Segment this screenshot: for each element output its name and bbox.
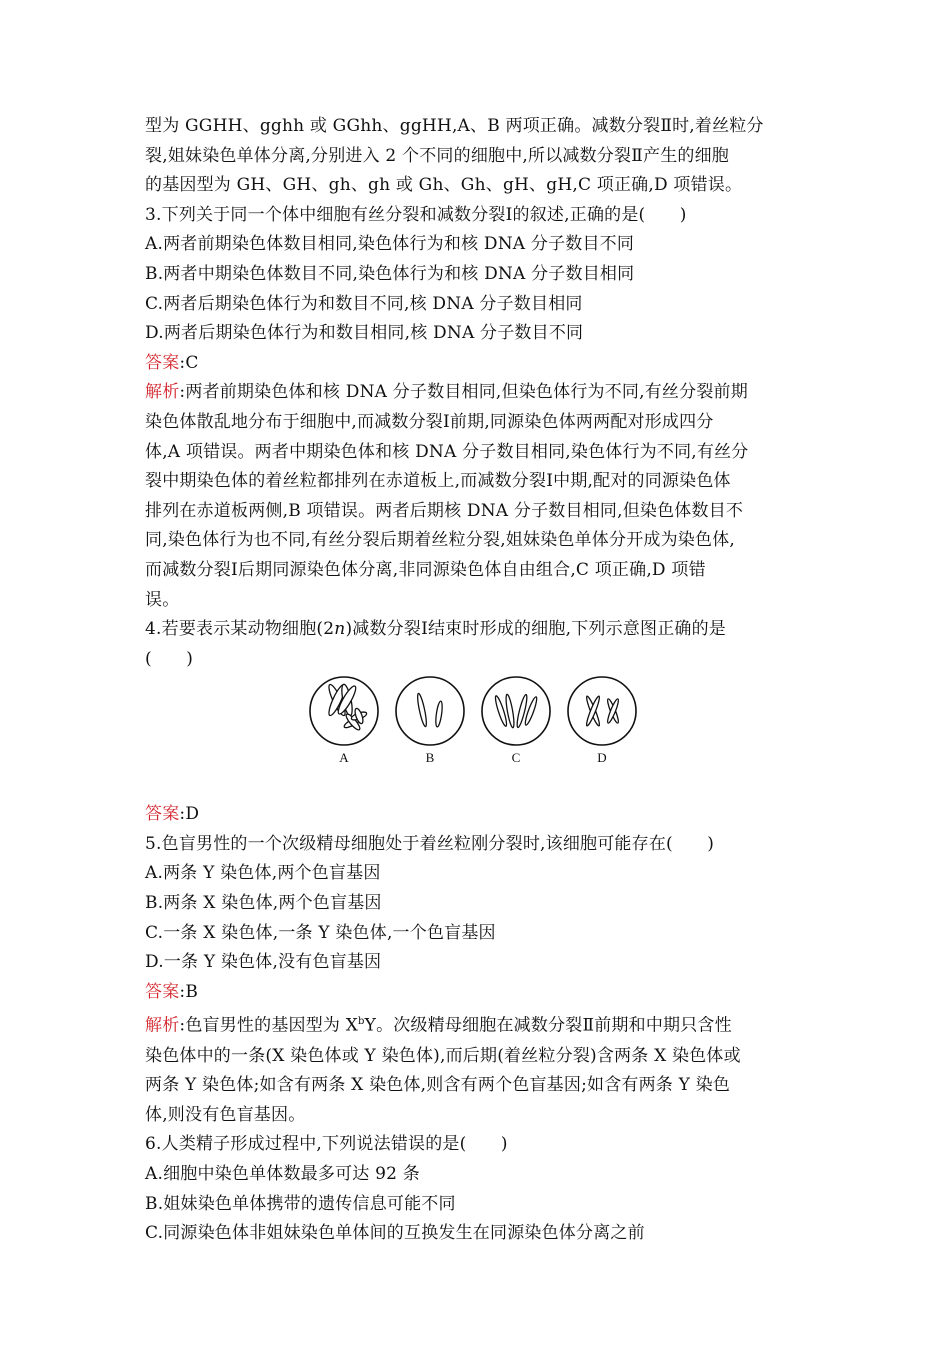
question-5-option-b: B.两条 X 染色体,两个色盲基因 — [145, 893, 382, 914]
question-6-option-c: C.同源染色体非姐妹染色单体间的互换发生在同源染色体分离之前 — [145, 1223, 645, 1244]
question-5-option-d: D.一条 Y 染色体,没有色盲基因 — [145, 952, 382, 973]
explanation-line: 两条 Y 染色体;如含有两条 X 染色体,则含有两个色盲基因;如含有两条 Y 染色 — [145, 1075, 731, 1096]
explanation-line: 而减数分裂Ⅰ后期同源染色体分离,非同源染色体自由组合,C 项正确,D 项错 — [145, 559, 706, 580]
cell-diagram-a — [303, 674, 385, 766]
explanation-text: :两者前期染色体和核 DNA 分子数目相同,但染色体行为不同,有丝分裂前期 — [179, 382, 748, 403]
explanation-label: 解析 — [145, 382, 180, 403]
stem-part: 4.若要表示某动物细胞(2 — [145, 619, 335, 640]
question-3-option-a: A.两者前期染色体数目相同,染色体行为和核 DNA 分子数目不同 — [145, 234, 635, 255]
cell-diagrams — [303, 674, 825, 800]
stem-italic-n: n — [334, 619, 346, 640]
text-line: 型为 GGHH、gghh 或 GGhh、ggHH,A、B 两项正确。减数分裂Ⅱ时,着丝粒分 — [145, 116, 764, 136]
answer-label: 答案 — [145, 352, 180, 373]
question-5-option-a: A.两条 Y 染色体,两个色盲基因 — [145, 863, 381, 884]
cell-d-drawing — [565, 674, 639, 748]
question-6-stem: 6.人类精子形成过程中,下列说法错误的是( ) — [145, 1134, 508, 1155]
cell-diagram-c — [475, 674, 557, 766]
cell-diagram-b — [389, 674, 471, 766]
answer-label: 答案 — [145, 981, 180, 1002]
figure-label: A — [339, 750, 349, 766]
page-content — [145, 112, 825, 1249]
question-3-option-b: B.两者中期染色体数目不同,染色体行为和核 DNA 分子数目相同 — [145, 263, 635, 284]
figure-label: C — [511, 750, 521, 766]
explanation-line: 同,染色体行为也不同,有丝分裂后期着丝粒分裂,姐妹染色单体分开成为染色体, — [145, 530, 736, 551]
cell-a-drawing — [307, 674, 381, 748]
explanation-text: :色盲男性的基因型为 X — [179, 1016, 359, 1037]
text-line: 裂,姐妹染色单体分离,分别进入 2 个不同的细胞中,所以减数分裂Ⅱ产生的细胞 — [145, 145, 729, 166]
question-5-option-c: C.一条 X 染色体,一条 Y 染色体,一个色盲基因 — [145, 922, 496, 943]
question-5-explanation — [145, 1007, 825, 1041]
question-3-stem: 3.下列关于同一个体中细胞有丝分裂和减数分裂Ⅰ的叙述,正确的是( ) — [145, 204, 687, 225]
answer-value: :D — [179, 804, 200, 825]
question-3-answer — [145, 349, 825, 379]
explanation-line: 排列在赤道板两侧,B 项错误。两者后期核 DNA 分子数目相同,但染色体数目不 — [145, 500, 744, 521]
cell-b-drawing — [393, 674, 467, 748]
cell-c-drawing — [479, 674, 553, 748]
explanation-line: 染色体散乱地分布于细胞中,而减数分裂Ⅰ前期,同源染色体两两配对形成四分 — [145, 411, 714, 432]
cell-diagram-d — [561, 674, 643, 766]
question-4-answer — [145, 800, 825, 830]
answer-value: :B — [179, 981, 199, 1002]
explanation-line: 裂中期染色体的着丝粒都排列在赤道板上,而减数分裂Ⅰ中期,配对的同源染色体 — [145, 471, 731, 492]
question-6-option-b: B.姐妹染色单体携带的遗传信息可能不同 — [145, 1193, 456, 1214]
answer-label: 答案 — [145, 804, 180, 825]
question-5-stem: 5.色盲男性的一个次级精母细胞处于着丝粒刚分裂时,该细胞可能存在( ) — [145, 833, 715, 854]
question-4-stem-2: ( ) — [145, 648, 194, 669]
explanation-line: 误。 — [145, 589, 180, 610]
question-6-option-a: A.细胞中染色单体数最多可达 92 条 — [145, 1164, 420, 1185]
figure-label: B — [425, 750, 435, 766]
explanation-label: 解析 — [145, 1016, 180, 1037]
question-4-stem — [145, 615, 825, 645]
explanation-line: 染色体中的一条(X 染色体或 Y 染色体),而后期(着丝粒分裂)含两条 X 染色体或 — [145, 1045, 741, 1066]
explanation-line: 体,A 项错误。两者中期染色体和核 DNA 分子数目相同,染色体行为不同,有丝分 — [145, 441, 749, 462]
question-3-option-c: C.两者后期染色体行为和数目不同,核 DNA 分子数目相同 — [145, 293, 583, 314]
figure-label: D — [597, 750, 607, 766]
superscript-b: b — [358, 1016, 365, 1028]
answer-value: :C — [179, 352, 199, 373]
question-3-option-d: D.两者后期染色体行为和数目相同,核 DNA 分子数目不同 — [145, 323, 584, 344]
explanation-line: 体,则没有色盲基因。 — [145, 1104, 306, 1125]
question-3-explanation — [145, 378, 825, 408]
stem-part: )减数分裂Ⅰ结束时形成的细胞,下列示意图正确的是 — [345, 619, 726, 640]
text-line: 的基因型为 GH、GH、gh、gh 或 Gh、Gh、gH、gH,C 项正确,D 项错误。 — [145, 175, 743, 196]
explanation-text: Y。次级精母细胞在减数分裂Ⅱ前期和中期只含性 — [364, 1016, 732, 1037]
question-5-answer — [145, 978, 825, 1008]
